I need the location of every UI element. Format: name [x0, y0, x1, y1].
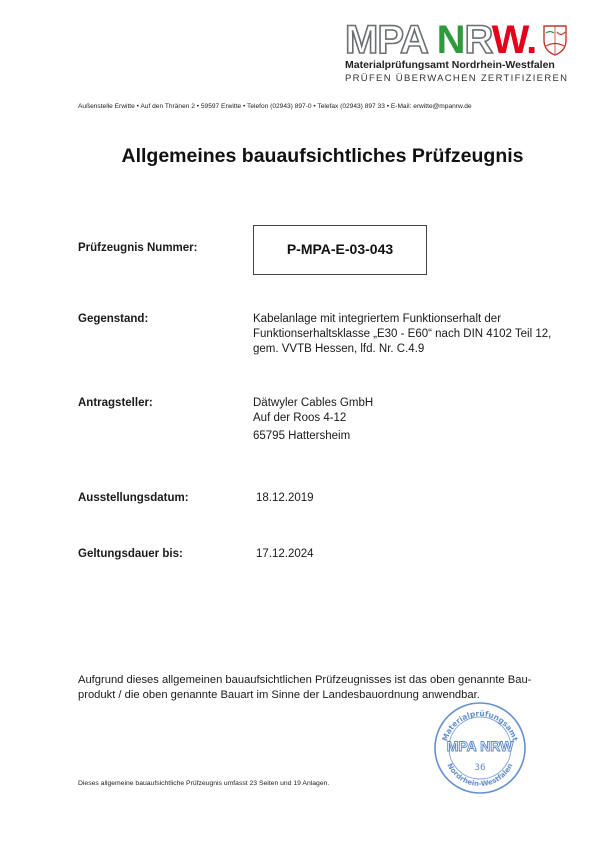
- logo-w: W.: [491, 18, 537, 62]
- applicant-street: Auf der Roos 4-12: [253, 412, 347, 424]
- subject-line: gem. VVTB Hessen, lfd. Nr. C.4.9: [253, 343, 425, 355]
- applicability-statement: [78, 673, 568, 703]
- statement-line: produkt / die oben genannte Bauart im Sinne der Landesbauordnung anwendbar.: [78, 689, 480, 701]
- applicant-label: Antragsteller:: [78, 397, 153, 409]
- official-stamp: [432, 700, 528, 796]
- subject-value: [253, 312, 583, 357]
- statement-line: Aufgrund dieses allgemeinen bauaufsichtlichen Prüfzeugnisses ist das oben genannte Bau-: [78, 674, 532, 686]
- stamp-center-text: MPA NRW: [446, 738, 514, 754]
- stamp-bottom-text: Nordrhein-Westfalen: [445, 762, 515, 789]
- subject-label: Gegenstand:: [78, 313, 149, 325]
- logo-r: R: [464, 18, 492, 62]
- issue-date: 18.12.2019: [256, 492, 314, 504]
- page-count-note: Dieses allgemeine bauaufsichtliche Prüfzeugnis umfasst 23 Seiten und 19 Anlagen.: [78, 780, 330, 787]
- certificate-number-label: Prüfzeugnis Nummer:: [78, 242, 198, 254]
- applicant-city: 65795 Hattersheim: [253, 430, 351, 442]
- stamp-number: 36: [474, 763, 486, 773]
- issue-date-label: Ausstellungsdatum:: [78, 492, 189, 504]
- subject-line: Funktionserhaltsklasse „E30 - E60“ nach DIN 4102 Teil 12,: [253, 328, 552, 340]
- logo-subtitle: Materialprüfungsamt Nordrhein-Westfalen: [345, 59, 555, 71]
- logo-tagline: PRÜFEN ÜBERWACHEN ZERTIFIZIEREN: [345, 73, 569, 84]
- logo-n: N: [436, 18, 465, 62]
- subject-line: Kabelanlage mit integriertem Funktionserhalt der: [253, 313, 502, 325]
- applicant-name: Dätwyler Cables GmbH: [253, 397, 374, 409]
- mpa-nrw-logo: [345, 20, 575, 84]
- nrw-crest-icon: [542, 24, 568, 56]
- validity-date: 17.12.2024: [256, 548, 314, 560]
- certificate-number: P-MPA-E-03-043: [286, 241, 394, 257]
- stamp-top-text: Materialprüfungsamt: [440, 708, 520, 743]
- document-title: Allgemeines bauaufsichtliches Prüfzeugnis: [121, 145, 524, 167]
- validity-label: Geltungsdauer bis:: [78, 548, 183, 560]
- office-address: Außenstelle Erwitte • Auf den Thränen 2 • 59597 Erwitte • Telefon (02943) 897-0 • Telefax (02943) 897 33 • E-Mail: erwitte@mpanrw.de: [78, 103, 472, 110]
- logo-mpa: MPA: [345, 18, 427, 62]
- logo-wordmark: [345, 20, 536, 60]
